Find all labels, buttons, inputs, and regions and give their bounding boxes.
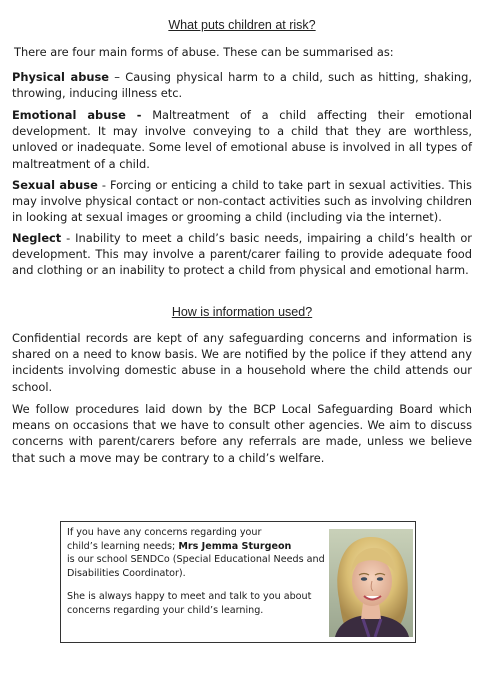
portrait-image xyxy=(329,529,413,637)
sendco-name: Mrs Jemma Sturgeon xyxy=(178,540,292,552)
info-paragraph-records: Confidential records are kept of any safeguarding concerns and information is shared on a need to know basis. We are notified by the police if they attend any incidents involving domestic abuse in a household where the child attends our school. xyxy=(12,331,472,394)
sendco-box xyxy=(60,521,416,643)
abuse-description: Causing physical harm to a child, such as hitting, shaking, throwing, inducing illness etc. xyxy=(12,70,472,101)
spacer xyxy=(67,580,332,590)
info-heading: How is information used? xyxy=(171,305,313,319)
sendco-line: If you have any concerns regarding your xyxy=(67,527,262,538)
sendco-line: is our school SENDCo (Special Educational Needs and xyxy=(67,554,325,566)
abuse-separator: - xyxy=(61,231,76,245)
sendco-line-prefix: child’s learning needs; xyxy=(67,540,179,552)
abuse-item-sexual xyxy=(12,177,472,226)
abuse-term: Sexual abuse xyxy=(12,178,98,192)
abuse-description: Forcing or enticing a child to take part in sexual activities. This may involve physical contact or non-contact activities such as involving children in looking at sexual images or grooming a child (including via the internet). xyxy=(12,178,472,225)
abuse-term: Neglect xyxy=(12,231,62,245)
sendco-line: She is always happy to meet and talk to you about xyxy=(67,591,312,603)
risk-heading: What puts children at risk? xyxy=(168,18,316,32)
abuse-item-neglect xyxy=(12,230,472,279)
abuse-description: Maltreatment of a child affecting their emotional development. It may involve conveying to a child that they are worthless, unloved or inadequate. Some level of emotional abuse is involved in all types of maltreatment of a child. xyxy=(12,108,472,171)
abuse-separator: – xyxy=(108,70,126,84)
info-paragraph-procedures: We follow procedures laid down by the BCP Local Safeguarding Board which means on occasions that we have to consult other agencies. We aim to discuss concerns with parent/carers before any referrals are made, unless we believe that such a move may be contrary to a child’s welfare. xyxy=(12,402,472,465)
abuse-item-physical xyxy=(12,69,472,101)
risk-intro: There are four main forms of abuse. These can be summarised as: xyxy=(14,45,394,59)
abuse-separator: - xyxy=(97,178,110,192)
abuse-description: Inability to meet a child’s basic needs, impairing a child’s health or development. This may involve a parent/carer failing to provide adequate food and clothing or an inability to protect a child from physical and emotional harm. xyxy=(12,231,472,278)
abuse-term: Physical abuse xyxy=(12,70,109,84)
abuse-separator xyxy=(142,108,153,122)
sendco-line: concerns regarding your child’s learning. xyxy=(67,604,264,616)
sendco-text xyxy=(67,526,332,618)
sendco-photo xyxy=(329,529,413,637)
abuse-term: Emotional abuse - xyxy=(12,108,142,122)
sendco-line xyxy=(67,540,332,554)
abuse-item-emotional xyxy=(12,107,472,172)
sendco-line: Disabilities Coordinator). xyxy=(67,567,186,579)
